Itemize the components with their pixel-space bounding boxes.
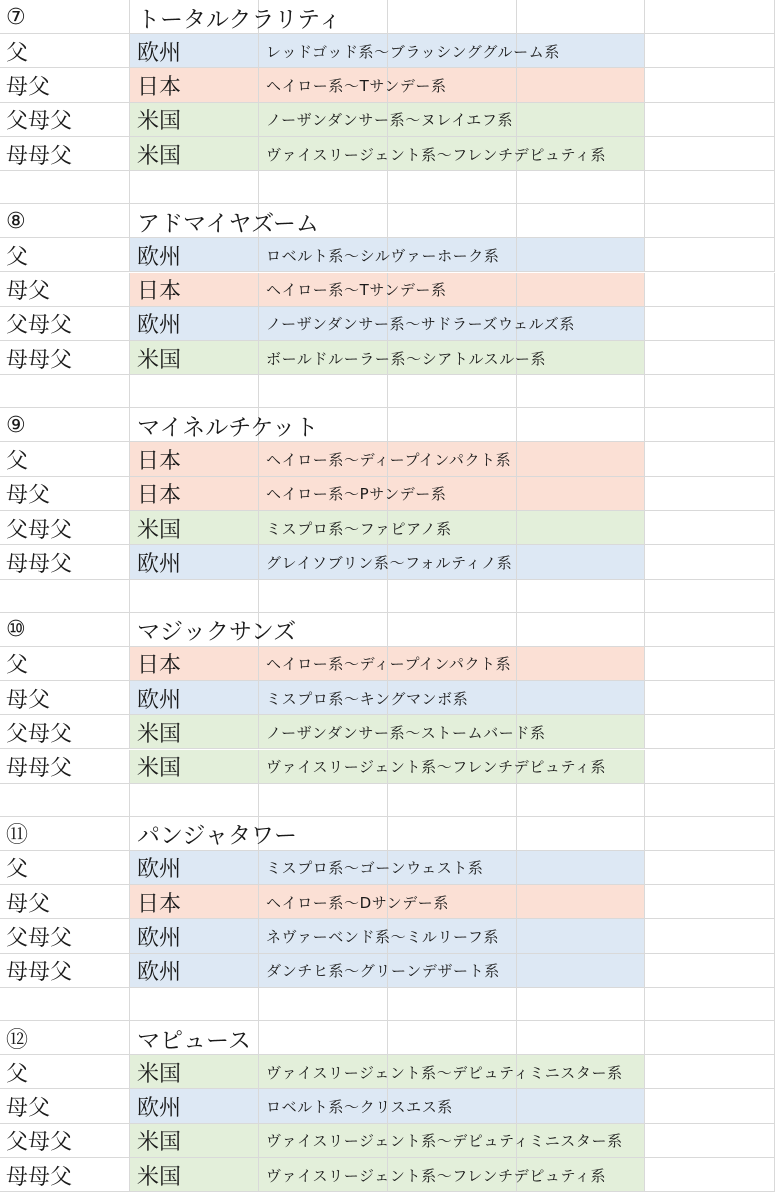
- grid-cell[interactable]: [388, 1021, 517, 1055]
- grid-cell[interactable]: [259, 375, 388, 408]
- region-label: 米国: [137, 1164, 182, 1190]
- pedigree-relation: 父: [6, 653, 29, 679]
- pedigree-row: [0, 885, 775, 919]
- grid-cell[interactable]: [645, 137, 775, 171]
- grid-cell[interactable]: [517, 647, 645, 681]
- sire-line: ヘイロー系〜ディープインパクト系: [266, 655, 512, 674]
- region-label: 欧州: [137, 857, 182, 883]
- grid-cell[interactable]: [388, 375, 517, 408]
- grid-cell[interactable]: [517, 511, 645, 545]
- horse-name: マピュース: [137, 1027, 251, 1054]
- pedigree-relation: 母母父: [6, 756, 73, 782]
- grid-cell[interactable]: [517, 545, 645, 579]
- pedigree-row: [0, 341, 775, 375]
- horse-header-row: [0, 613, 775, 647]
- grid-cell[interactable]: [645, 1055, 775, 1089]
- sire-line: ヘイロー系〜Pサンデー系: [266, 485, 447, 504]
- region-label: 欧州: [137, 244, 182, 270]
- grid-cell[interactable]: [645, 375, 775, 408]
- sire-line: レッドゴッド系〜ブラッシンググルーム系: [266, 42, 560, 61]
- grid-cell[interactable]: [645, 477, 775, 511]
- pedigree-relation: 父: [6, 1061, 29, 1087]
- sire-line: ダンチヒ系〜グリーンデザート系: [266, 962, 500, 981]
- grid-cell[interactable]: [0, 580, 130, 613]
- grid-cell[interactable]: [645, 988, 775, 1021]
- grid-cell[interactable]: [645, 580, 775, 613]
- grid-cell[interactable]: [645, 511, 775, 545]
- grid-cell[interactable]: [517, 919, 645, 953]
- pedigree-row: [0, 954, 775, 988]
- sire-line: ヴァイスリージェント系〜フレンチデピュティ系: [266, 145, 607, 164]
- grid-cell[interactable]: [645, 34, 775, 68]
- grid-cell[interactable]: [517, 477, 645, 511]
- pedigree-row: [0, 137, 775, 171]
- grid-cell[interactable]: [259, 171, 388, 204]
- pedigree-relation: 母父: [6, 1095, 51, 1121]
- grid-cell[interactable]: [388, 580, 517, 613]
- region-label: 米国: [137, 1061, 182, 1087]
- horse-name: マイネルチケット: [137, 414, 319, 441]
- pedigree-row: [0, 68, 775, 102]
- pedigree-relation: 母母父: [6, 1164, 73, 1190]
- grid-cell[interactable]: [517, 0, 645, 34]
- pedigree-relation: 父母父: [6, 109, 73, 135]
- sire-line: ノーザンダンサー系〜サドラーズウェルズ系: [266, 315, 576, 334]
- region-label: 日本: [137, 449, 182, 475]
- grid-cell[interactable]: [517, 681, 645, 715]
- grid-cell[interactable]: [130, 375, 259, 408]
- blank-row: [0, 580, 775, 613]
- grid-cell[interactable]: [517, 613, 645, 647]
- horse-name: パンジャタワー: [137, 823, 297, 850]
- grid-cell[interactable]: [388, 0, 517, 34]
- horse-header-row: [0, 204, 775, 238]
- region-label: 米国: [137, 1130, 182, 1156]
- blank-row: [0, 375, 775, 408]
- sire-line: ヘイロー系〜ディープインパクト系: [266, 451, 512, 470]
- grid-cell[interactable]: [517, 1021, 645, 1055]
- pedigree-relation: 父母父: [6, 313, 73, 339]
- pedigree-relation: 母父: [6, 891, 51, 917]
- pedigree-row: [0, 34, 775, 68]
- grid-cell[interactable]: [517, 171, 645, 204]
- grid-cell[interactable]: [645, 817, 775, 851]
- sire-line: ミスプロ系〜ファピアノ系: [266, 519, 452, 538]
- grid-cell[interactable]: [259, 784, 388, 817]
- grid-cell[interactable]: [517, 238, 645, 272]
- pedigree-relation: 母父: [6, 483, 51, 509]
- grid-cell[interactable]: [645, 238, 775, 272]
- region-label: 欧州: [137, 687, 182, 713]
- sire-line: ヴァイスリージェント系〜デピュティミニスター系: [266, 1132, 623, 1151]
- pedigree-row: [0, 647, 775, 681]
- pedigree-relation: 母母父: [6, 551, 73, 577]
- grid-cell[interactable]: [130, 171, 259, 204]
- grid-cell[interactable]: [645, 681, 775, 715]
- region-label: 米国: [137, 347, 182, 373]
- pedigree-relation: 母父: [6, 74, 51, 100]
- grid-cell[interactable]: [645, 307, 775, 341]
- grid-cell[interactable]: [645, 750, 775, 784]
- pedigree-row: [0, 715, 775, 749]
- horse-header-row: [0, 1021, 775, 1055]
- horse-name: マジックサンズ: [137, 619, 297, 646]
- grid-cell[interactable]: [645, 851, 775, 885]
- sire-line: ヴァイスリージェント系〜フレンチデピュティ系: [266, 758, 607, 777]
- grid-cell[interactable]: [517, 442, 645, 476]
- region-label: 欧州: [137, 551, 182, 577]
- pedigree-row: [0, 477, 775, 511]
- grid-cell[interactable]: [645, 68, 775, 102]
- grid-cell[interactable]: [645, 273, 775, 307]
- grid-cell[interactable]: [645, 885, 775, 919]
- grid-cell[interactable]: [645, 171, 775, 204]
- region-label: 米国: [137, 517, 182, 543]
- sire-line: ノーザンダンサー系〜ヌレイエフ系: [266, 111, 514, 130]
- region-label: 欧州: [137, 926, 182, 952]
- grid-cell[interactable]: [517, 784, 645, 817]
- horse-header-row: [0, 817, 775, 851]
- entry-number: ⑩: [6, 617, 26, 643]
- grid-cell[interactable]: [388, 613, 517, 647]
- region-label: 日本: [137, 279, 182, 305]
- pedigree-row: [0, 273, 775, 307]
- grid-cell[interactable]: [0, 784, 130, 817]
- pedigree-relation: 母母父: [6, 143, 73, 169]
- grid-cell[interactable]: [259, 988, 388, 1021]
- region-label: 欧州: [137, 1095, 182, 1121]
- pedigree-relation: 母父: [6, 687, 51, 713]
- region-label: 日本: [137, 891, 182, 917]
- horse-header-row: [0, 0, 775, 34]
- grid-cell[interactable]: [0, 375, 130, 408]
- pedigree-relation: 母父: [6, 279, 51, 305]
- grid-cell[interactable]: [645, 647, 775, 681]
- pedigree-row: [0, 103, 775, 137]
- grid-cell[interactable]: [517, 1089, 645, 1123]
- pedigree-row: [0, 681, 775, 715]
- blank-row: [0, 784, 775, 817]
- pedigree-relation: 父: [6, 40, 29, 66]
- region-label: 日本: [137, 74, 182, 100]
- grid-cell[interactable]: [517, 851, 645, 885]
- grid-cell[interactable]: [388, 784, 517, 817]
- entry-number: ⑨: [6, 412, 26, 438]
- grid-cell[interactable]: [645, 0, 775, 34]
- sire-line: ヘイロー系〜Tサンデー系: [266, 281, 447, 300]
- sire-line: ロベルト系〜シルヴァーホーク系: [266, 246, 500, 265]
- region-label: 米国: [137, 721, 182, 747]
- pedigree-relation: 父母父: [6, 926, 73, 952]
- grid-cell[interactable]: [517, 204, 645, 238]
- grid-cell[interactable]: [130, 988, 259, 1021]
- pedigree-row: [0, 919, 775, 953]
- sire-line: ミスプロ系〜ゴーンウェスト系: [266, 859, 484, 878]
- grid-cell[interactable]: [517, 954, 645, 988]
- entry-number: ⑦: [6, 4, 26, 30]
- grid-cell[interactable]: [130, 784, 259, 817]
- grid-cell[interactable]: [645, 613, 775, 647]
- horse-name: トータルクラリティ: [137, 6, 342, 33]
- grid-cell[interactable]: [645, 408, 775, 442]
- grid-cell[interactable]: [645, 1158, 775, 1192]
- sire-line: ロベルト系〜クリスエス系: [266, 1097, 453, 1116]
- grid-cell[interactable]: [517, 988, 645, 1021]
- sire-line: ヴァイスリージェント系〜フレンチデピュティ系: [266, 1166, 607, 1185]
- grid-cell[interactable]: [517, 375, 645, 408]
- grid-cell[interactable]: [517, 885, 645, 919]
- grid-cell[interactable]: [645, 1021, 775, 1055]
- grid-cell[interactable]: [259, 580, 388, 613]
- grid-cell[interactable]: [388, 988, 517, 1021]
- grid-cell[interactable]: [645, 784, 775, 817]
- region-label: 日本: [137, 483, 182, 509]
- pedigree-relation: 父母父: [6, 517, 73, 543]
- region-label: 欧州: [137, 960, 182, 986]
- sire-line: ネヴァーベンド系〜ミルリーフ系: [266, 928, 500, 947]
- entry-number: ⑪: [6, 823, 29, 849]
- pedigree-relation: 母母父: [6, 347, 73, 373]
- grid-cell[interactable]: [645, 545, 775, 579]
- pedigree-row: [0, 307, 775, 341]
- grid-cell[interactable]: [645, 442, 775, 476]
- pedigree-row: [0, 511, 775, 545]
- grid-cell[interactable]: [259, 1021, 388, 1055]
- grid-cell[interactable]: [517, 68, 645, 102]
- grid-cell[interactable]: [517, 817, 645, 851]
- sire-line: ボールドルーラー系〜シアトルスルー系: [266, 349, 547, 368]
- sire-line: グレイソブリン系〜フォルティノ系: [266, 553, 513, 572]
- grid-cell[interactable]: [645, 954, 775, 988]
- pedigree-row: [0, 442, 775, 476]
- sire-line: ヘイロー系〜Tサンデー系: [266, 76, 447, 95]
- grid-cell[interactable]: [388, 408, 517, 442]
- blank-row: [0, 988, 775, 1021]
- sire-line: ヴァイスリージェント系〜デピュティミニスター系: [266, 1063, 623, 1082]
- grid-cell[interactable]: [517, 580, 645, 613]
- region-label: 欧州: [137, 40, 182, 66]
- sire-line: ノーザンダンサー系〜ストームバード系: [266, 723, 546, 742]
- grid-cell[interactable]: [645, 204, 775, 238]
- pedigree-row: [0, 1089, 775, 1123]
- pedigree-relation: 父母父: [6, 1130, 73, 1156]
- grid-cell[interactable]: [388, 171, 517, 204]
- grid-cell[interactable]: [388, 204, 517, 238]
- region-label: 米国: [137, 756, 182, 782]
- region-label: 米国: [137, 109, 182, 135]
- pedigree-row: [0, 851, 775, 885]
- pedigree-row: [0, 1124, 775, 1158]
- grid-cell[interactable]: [517, 103, 645, 137]
- grid-cell[interactable]: [130, 580, 259, 613]
- grid-cell[interactable]: [0, 988, 130, 1021]
- horse-name: アドマイヤズーム: [137, 210, 319, 237]
- region-label: 欧州: [137, 313, 182, 339]
- pedigree-relation: 父: [6, 449, 29, 475]
- grid-cell[interactable]: [645, 919, 775, 953]
- pedigree-relation: 父母父: [6, 721, 73, 747]
- grid-cell[interactable]: [645, 103, 775, 137]
- pedigree-relation: 父: [6, 244, 29, 270]
- pedigree-row: [0, 545, 775, 579]
- grid-cell[interactable]: [517, 408, 645, 442]
- pedigree-row: [0, 750, 775, 784]
- region-label: 米国: [137, 143, 182, 169]
- entry-number: ⑧: [6, 208, 26, 234]
- entry-number: ⑫: [6, 1027, 29, 1053]
- grid-cell[interactable]: [645, 715, 775, 749]
- sire-line: ヘイロー系〜Dサンデー系: [266, 893, 450, 912]
- grid-cell[interactable]: [388, 817, 517, 851]
- grid-cell[interactable]: [517, 273, 645, 307]
- sire-line: ミスプロ系〜キングマンボ系: [266, 689, 469, 708]
- pedigree-relation: 父: [6, 857, 29, 883]
- region-label: 日本: [137, 653, 182, 679]
- grid-cell[interactable]: [645, 1124, 775, 1158]
- grid-cell[interactable]: [645, 341, 775, 375]
- pedigree-relation: 母母父: [6, 960, 73, 986]
- horse-header-row: [0, 408, 775, 442]
- pedigree-row: [0, 1055, 775, 1089]
- blank-row: [0, 171, 775, 204]
- grid-cell[interactable]: [645, 1089, 775, 1123]
- pedigree-row: [0, 238, 775, 272]
- grid-cell[interactable]: [0, 171, 130, 204]
- pedigree-row: [0, 1158, 775, 1192]
